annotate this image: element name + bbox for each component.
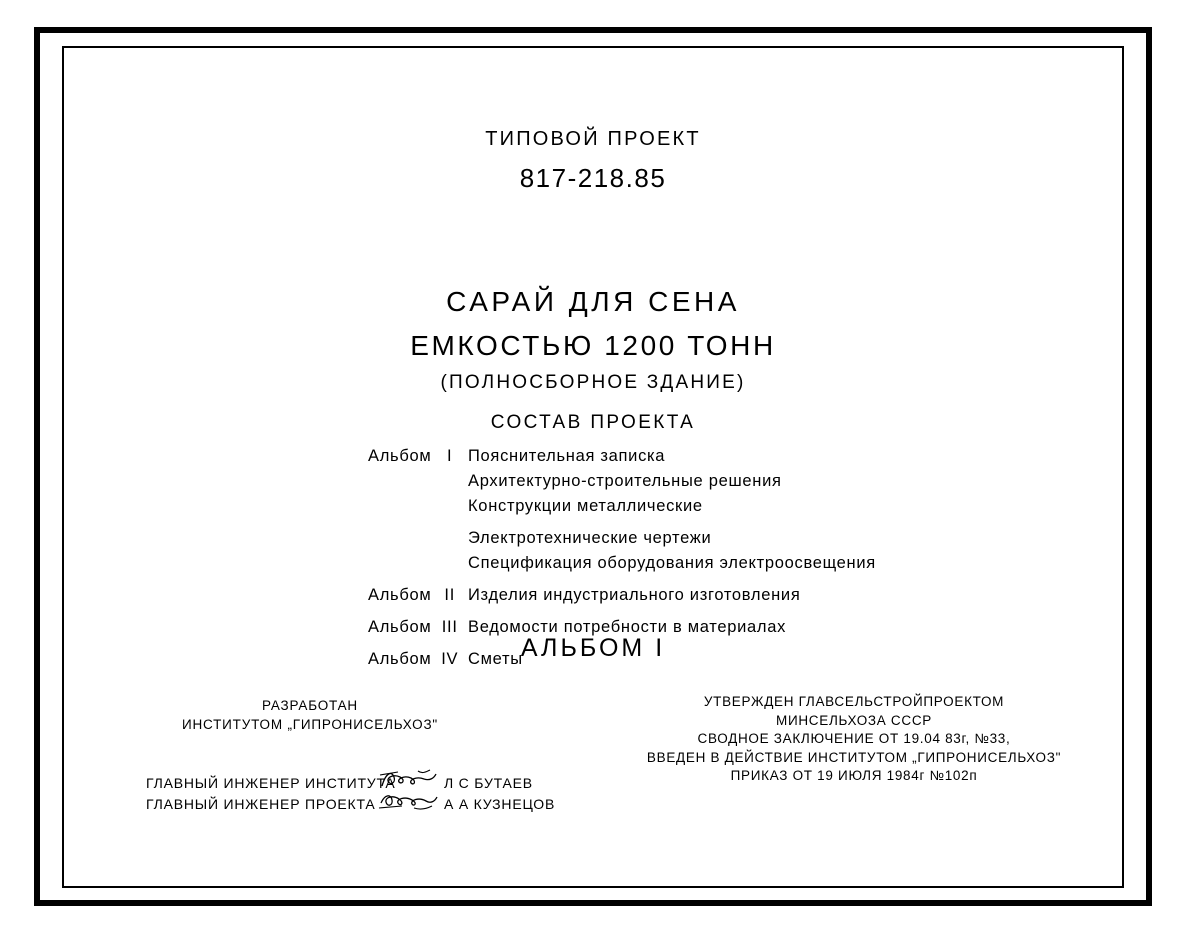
page-content: [62, 46, 1124, 888]
document-code: 817-218.85: [519, 163, 667, 193]
album-number: II: [444, 586, 455, 604]
approval-line-5: ПРИКАЗ ОТ 19 ИЮЛЯ 1984г №102п: [730, 768, 978, 783]
album-word: Альбом: [368, 650, 432, 668]
signature-row: [146, 793, 706, 814]
composition-item-text: Конструкции металлические: [468, 497, 703, 515]
current-album-label: АЛЬБОМ I: [520, 634, 666, 662]
composition-item-text: Изделия индустриального изготовления: [468, 586, 801, 604]
approval-line-2: МИНСЕЛЬХОЗА СССР: [776, 712, 932, 728]
developer-block: [140, 696, 480, 734]
title-line-3: (ПОЛНОСБОРНОЕ ЗДАНИЕ): [440, 372, 746, 393]
composition-row: [62, 526, 1124, 551]
approval-line-3: СВОДНОЕ ЗАКЛЮЧЕНИЕ ОТ 19.04 83г, №33,: [697, 731, 1011, 746]
document-title: [62, 286, 1124, 394]
title-line-1: САРАЙ ДЛЯ СЕНА: [446, 286, 740, 317]
composition-row: [62, 551, 1124, 576]
composition-item-text: Сметы: [468, 650, 523, 668]
developer-line-2: ИНСТИТУТОМ „ГИПРОНИСЕЛЬХОЗ": [181, 717, 438, 732]
developer-line-1: РАЗРАБОТАН: [262, 698, 358, 713]
composition-item-text: Пояснительная записка: [468, 447, 666, 465]
document-header: [62, 128, 1124, 194]
signature-name: Л С БУТАЕВ: [444, 774, 533, 791]
document-kind: ТИПОВОЙ ПРОЕКТ: [485, 128, 701, 150]
title-line-2: ЕМКОСТЬЮ 1200 ТОНН: [410, 330, 776, 361]
album-word: Альбом: [368, 447, 432, 465]
signature-mark: [378, 793, 444, 814]
album-label: [62, 583, 468, 608]
signature-name: А А КУЗНЕЦОВ: [444, 795, 556, 812]
composition-row: [62, 494, 1124, 519]
composition-item-text: Архитектурно-строительные решения: [468, 472, 782, 490]
album-number: I: [447, 447, 453, 465]
composition-item-text: Спецификация оборудования электроосвещения: [468, 554, 876, 572]
album-number: III: [441, 618, 458, 636]
composition-item-text: Электротехнические чертежи: [468, 529, 712, 547]
album-label: [62, 444, 468, 469]
composition-row: [62, 444, 1124, 469]
signature-role: ГЛАВНЫЙ ИНЖЕНЕР ИНСТИТУТА: [146, 774, 396, 791]
album-word: Альбом: [368, 618, 432, 636]
composition-row: [62, 583, 1124, 608]
composition-row: [62, 469, 1124, 494]
approval-line-4: ВВЕДЕН В ДЕЙСТВИЕ ИНСТИТУТОМ „ГИПРОНИСЕЛЬХОЗ": [646, 749, 1062, 765]
album-number: IV: [441, 650, 459, 668]
approval-line-1: УТВЕРЖДЕН ГЛАВСЕЛЬСТРОЙПРОЕКТОМ: [703, 694, 1005, 709]
handwritten-signature-icon: [378, 789, 440, 815]
composition-heading: СОСТАВ ПРОЕКТА: [490, 412, 696, 433]
signature-block: [146, 772, 706, 814]
album-word: Альбом: [368, 586, 432, 604]
signature-role: ГЛАВНЫЙ ИНЖЕНЕР ПРОЕКТА: [146, 795, 376, 812]
composition-item-text: Ведомости потребности в материалах: [468, 618, 787, 636]
